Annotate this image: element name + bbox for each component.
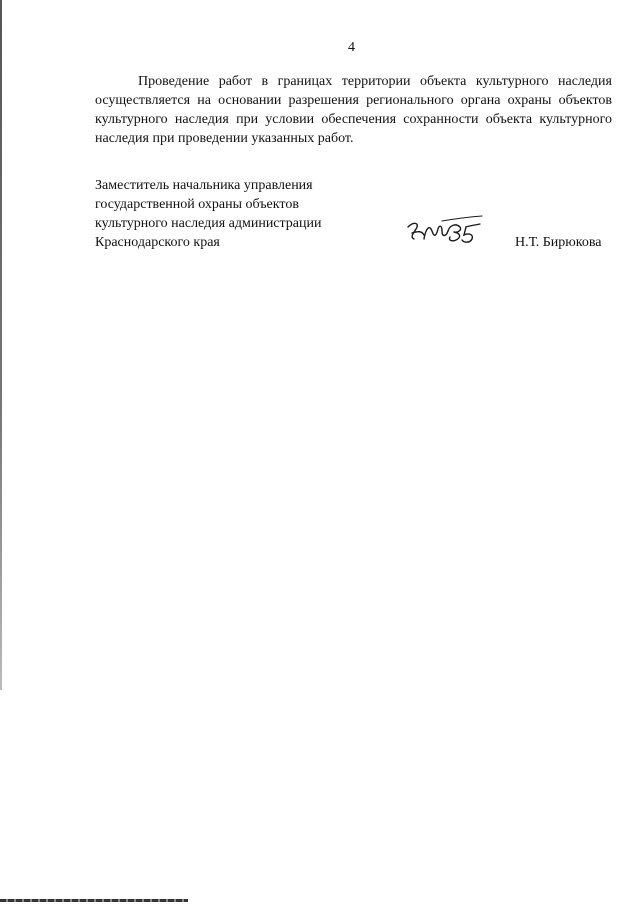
signatory-title-line: государственной охраны объектов xyxy=(95,197,299,212)
page-number: 4 xyxy=(348,40,355,55)
signatory-title xyxy=(95,176,355,252)
signatory-title-line: Заместитель начальника управления xyxy=(95,178,313,193)
body-paragraph: Проведение работ в границах территории объекта культурного наследия осуществляется на основании разрешения регионального органа охраны объектов культурного наследия при условии обеспечения сохранности объекта культурного наследия при проведении указанных работ. xyxy=(95,74,612,146)
footer-rule xyxy=(0,899,188,902)
signatory-title-line: культурного наследия администрации xyxy=(95,216,322,231)
signatory-title-line: Краснодарского края xyxy=(95,235,220,250)
handwritten-signature xyxy=(402,213,484,247)
signatory-name: Н.Т. Бирюкова xyxy=(515,235,602,250)
page-scan-edge xyxy=(0,0,2,690)
